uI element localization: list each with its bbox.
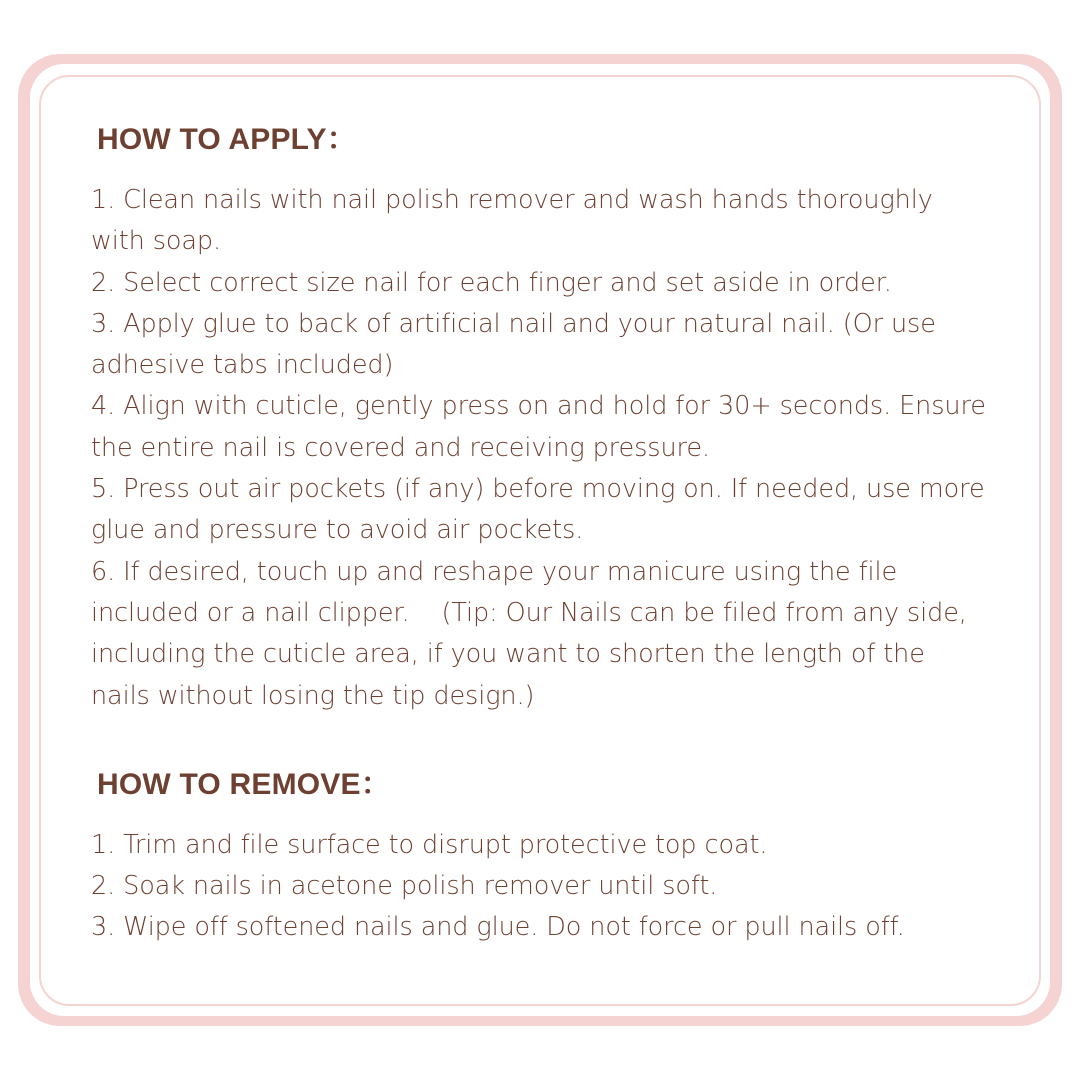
apply-step-3: 3. Apply glue to back of artificial nail and your natural nail. (Or use adhesive tabs included)	[91, 308, 936, 381]
remove-step-1: 1. Trim and file surface to disrupt protective top coat.	[91, 829, 768, 860]
apply-heading: HOW TO APPLY：	[97, 123, 357, 156]
remove-step-3: 3. Wipe off softened nails and glue. Do not force or pull nails off.	[91, 912, 905, 943]
remove-steps-list	[91, 825, 991, 949]
apply-steps-list	[91, 180, 991, 717]
apply-step-5: 5. Press out air pockets (if any) before moving on. If needed, use more glue and pressure to avoid air pockets.	[91, 474, 985, 546]
remove-heading: HOW TO REMOVE：	[97, 767, 391, 801]
instructions-content	[91, 118, 991, 949]
remove-step-2: 2. Soak nails in acetone polish remover until soft.	[91, 871, 718, 902]
apply-step-4: 4. Align with cuticle, gently press on and hold for 30+ seconds. Ensure the entire nail is covered and receiving pressure.	[91, 391, 986, 463]
apply-step-2: 2. Select correct size nail for each finger and set aside in order.	[91, 267, 892, 298]
apply-step-6: 6. If desired, touch up and reshape your manicure using the file included or a nail clipper. (Tip: Our Nails can be filed from any side, including the cuticle area, if you want to shorten the length of the nails without losing the tip design.)	[91, 556, 975, 711]
apply-step-1: 1. Clean nails with nail polish remover and wash hands thoroughly with soap.	[91, 185, 933, 257]
